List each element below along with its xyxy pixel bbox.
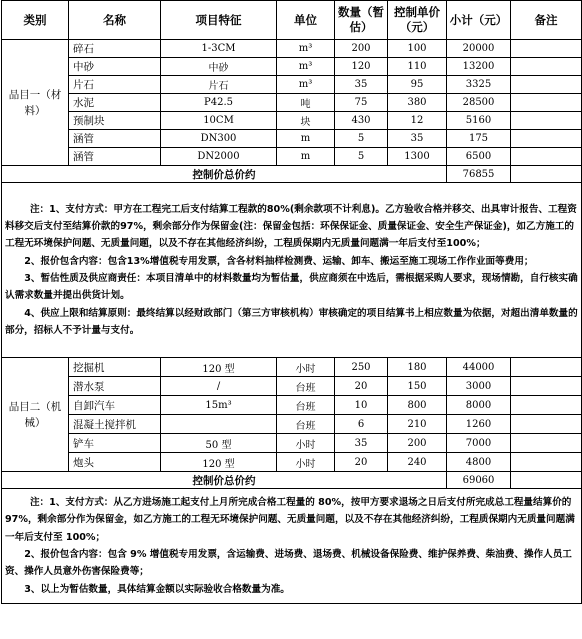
table-row [2,396,582,415]
item-remark [511,453,582,472]
item-remark [511,130,582,148]
item-subtotal: 20000 [447,40,511,58]
item-qty: 5 [335,130,388,148]
total-label: 控制价总价约 [2,472,447,489]
item-price: 240 [388,453,447,472]
item-unit: 小时 [277,434,335,453]
notes-machinery [2,489,582,604]
item-name: 水泥 [69,94,161,112]
item-unit: 台班 [277,396,335,415]
item-spec: 中砂 [161,58,277,76]
header-qty: 数量（暂估） [335,1,388,40]
item-qty: 35 [335,434,388,453]
header-unit: 单位 [277,1,335,40]
item-remark [511,396,582,415]
item-name: 铲车 [69,434,161,453]
table-row [2,94,582,112]
item-remark [511,148,582,166]
item-unit: m³ [277,76,335,94]
item-unit: 吨 [277,94,335,112]
item-remark [511,94,582,112]
item-name: 自卸汽车 [69,396,161,415]
item-price: 95 [388,76,447,94]
note-paragraph: 2、报价包含内容：包含 9% 增值税专用发票，含运输费、进场费、退场费、机械设备保险费、维护保养费、柴油费、操作人员工资、操作人员意外伤害保险费等； [5,549,572,578]
table-row [2,358,582,377]
note-paragraph: 4、供应上限和结算原则：最终结算以经财政部门（第三方审核机构）审核确定的项目结算书上相应数量为依据，对超出清单数量的部分，招标人不予计量与支付。 [5,307,578,336]
table-row [2,415,582,434]
item-price: 210 [388,415,447,434]
item-price: 35 [388,130,447,148]
table-row [2,148,582,166]
item-subtotal: 3325 [447,76,511,94]
note-paragraph: 3、以上为暂估数量，具体结算金额以实际验收合格数量为准。 [24,583,290,595]
item-name: 碎石 [69,40,161,58]
total-remark [511,472,582,489]
item-spec: DN300 [161,130,277,148]
item-subtotal: 6500 [447,148,511,166]
header-remark: 备注 [511,1,582,40]
table-row [2,58,582,76]
item-subtotal: 175 [447,130,511,148]
notes-row-machinery [2,489,582,604]
item-unit: 台班 [277,415,335,434]
total-value: 76855 [447,166,511,183]
item-remark [511,40,582,58]
item-qty: 200 [335,40,388,58]
item-subtotal: 5160 [447,112,511,130]
total-remark [511,166,582,183]
item-spec: DN2000 [161,148,277,166]
item-remark [511,377,582,396]
header-spec: 项目特征 [161,1,277,40]
item-unit: m³ [277,40,335,58]
header-price: 控制单价（元） [388,1,447,40]
price-table [1,0,582,604]
price-list-sheet [1,0,581,604]
item-subtotal: 1260 [447,415,511,434]
item-unit: 小时 [277,358,335,377]
item-spec: / [161,377,277,396]
item-spec: 1-3CM [161,40,277,58]
table-row [2,76,582,94]
item-subtotal: 13200 [447,58,511,76]
item-subtotal: 4800 [447,453,511,472]
item-subtotal: 44000 [447,358,511,377]
item-qty: 20 [335,377,388,396]
note-paragraph: 注：1、支付方式：从乙方进场施工起支付上月所完成合格工程量的 80%，按甲方要求退场之日后支付所完成总工程量结算价的97%，剩余部分作为保留金，如乙方施工的工程无环境保护问题、无质量问题，以及不存在其他经济纠纷，工程质保期内无质量问题满一年后支付至 100%； [5,497,575,543]
item-subtotal: 8000 [447,396,511,415]
item-remark [511,415,582,434]
item-name: 片石 [69,76,161,94]
item-unit: 小时 [277,453,335,472]
header-category: 类别 [2,1,69,40]
item-subtotal: 7000 [447,434,511,453]
item-spec: 10CM [161,112,277,130]
item-unit: m³ [277,58,335,76]
item-qty: 10 [335,396,388,415]
item-name: 涵管 [69,130,161,148]
item-name: 炮头 [69,453,161,472]
item-qty: 20 [335,453,388,472]
item-price: 180 [388,358,447,377]
item-spec: 50 型 [161,434,277,453]
category-cell-materials: 品目一（材料） [2,40,69,166]
item-price: 110 [388,58,447,76]
item-unit: m [277,148,335,166]
category-cell-machinery: 品目二（机械） [2,358,69,472]
item-qty: 6 [335,415,388,434]
item-spec [161,415,277,434]
item-remark [511,434,582,453]
total-value: 69060 [447,472,511,489]
notes-materials [2,183,582,358]
item-price: 12 [388,112,447,130]
item-name: 挖掘机 [69,358,161,377]
header-row [2,1,582,40]
item-qty: 5 [335,148,388,166]
total-label: 控制价总价约 [2,166,447,183]
item-spec: P42.5 [161,94,277,112]
header-name: 名称 [69,1,161,40]
note-paragraph: 3、暂估性质及供应商责任：本项目清单中的材料数量均为暂估量，供应商须在中选后，需根据采购人要求，现场情勘，自行核实确认需求数量并提出供货计划。 [5,273,578,302]
note-paragraph: 注：1、支付方式：甲方在工程完工后支付结算工程款的80%(剩余款项不计利息)。乙方验收合格并移交、出具审计报告、工程资料移交后支付至结算价款的97%，剩余部分作为保留金(注：保留金包括：环保保证金、质量保证金、安全生产保证金)，如乙方施工的工程无环境保护问题、无质量问题，以及不存在其他经济纠纷，工程质保期内无质量问题满一年后支付至100%； [5,203,577,250]
table-row [2,40,582,58]
item-subtotal: 28500 [447,94,511,112]
table-row [2,112,582,130]
note-paragraph: 2、报价包含内容：包含13%增值税专用发票，含各材料抽样检测费、运输、卸车、搬运至施工现场工作作业面等费用； [24,255,534,267]
item-spec: 120 型 [161,358,277,377]
item-subtotal: 3000 [447,377,511,396]
item-remark [511,76,582,94]
item-unit: 块 [277,112,335,130]
item-qty: 120 [335,58,388,76]
header-subtotal: 小计（元） [447,1,511,40]
table-row [2,130,582,148]
item-spec: 15m³ [161,396,277,415]
item-spec: 120 型 [161,453,277,472]
item-price: 100 [388,40,447,58]
item-name: 潜水泵 [69,377,161,396]
item-qty: 430 [335,112,388,130]
item-price: 380 [388,94,447,112]
item-name: 中砂 [69,58,161,76]
item-remark [511,58,582,76]
total-row-machinery [2,472,582,489]
item-name: 涵管 [69,148,161,166]
item-qty: 250 [335,358,388,377]
item-price: 1300 [388,148,447,166]
table-row [2,377,582,396]
item-unit: 台班 [277,377,335,396]
item-price: 150 [388,377,447,396]
item-spec: 片石 [161,76,277,94]
total-row-materials [2,166,582,183]
table-row [2,453,582,472]
notes-row-materials [2,183,582,358]
item-remark [511,358,582,377]
item-qty: 35 [335,76,388,94]
item-name: 预制块 [69,112,161,130]
item-unit: m [277,130,335,148]
item-name: 混凝土搅拌机 [69,415,161,434]
item-price: 800 [388,396,447,415]
item-qty: 75 [335,94,388,112]
item-price: 200 [388,434,447,453]
table-row [2,434,582,453]
item-remark [511,112,582,130]
